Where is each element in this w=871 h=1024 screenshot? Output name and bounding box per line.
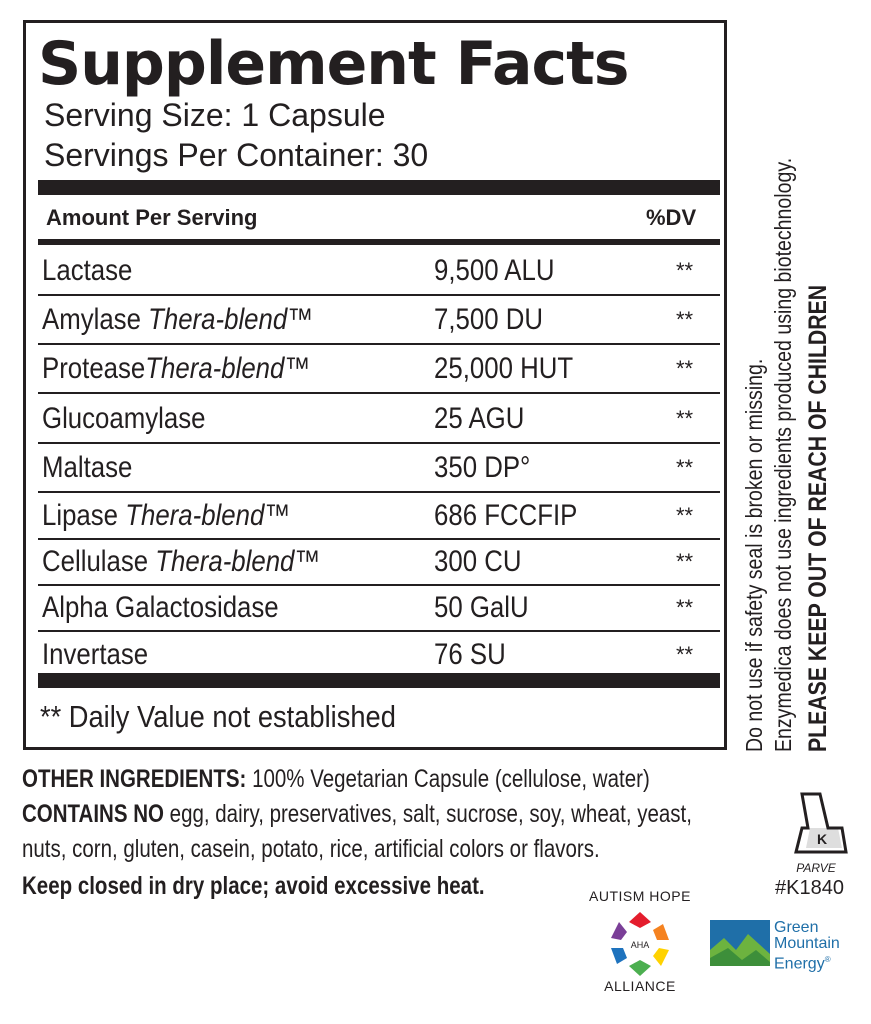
dv-footnote: ** Daily Value not established <box>40 699 396 734</box>
dv-header: %DV <box>646 205 697 230</box>
nutrient-row <box>26 445 726 491</box>
nutrient-amount: 7,500 DU <box>434 303 544 336</box>
nutrient-row <box>26 493 726 539</box>
nutrient-name: ProteaseThera-blend™ <box>42 352 311 385</box>
nutrient-dv: ** <box>676 356 694 381</box>
nutrient-amount: 76 SU <box>434 638 506 671</box>
nutrient-dv: ** <box>676 595 694 620</box>
nutrient-amount: 9,500 ALU <box>434 254 555 287</box>
nutrient-dv: ** <box>676 258 694 283</box>
autism-hope-alliance-logo <box>575 888 705 998</box>
gme-wordmark: Green Mountain Energy® <box>774 919 840 973</box>
nutrient-name: Maltase <box>42 451 133 484</box>
servings-per-container: Servings Per Container: 30 <box>44 137 429 173</box>
top-thick-rule <box>38 180 720 195</box>
biotech-statement: Enzymedica does not use ingredients produced using biotechnology. <box>770 157 796 752</box>
nutrient-row <box>26 297 726 343</box>
green-mountain-energy-logo <box>710 919 860 973</box>
nutrient-amount: 686 FCCFIP <box>434 499 578 532</box>
mountain-icon <box>710 920 770 966</box>
nutrient-dv: ** <box>676 307 694 332</box>
nutrient-name: Lipase Thera-blend™ <box>42 499 291 532</box>
nutrient-name: Amylase Thera-blend™ <box>42 303 314 336</box>
nutrient-amount: 25 AGU <box>434 402 525 435</box>
parve-label: PARVE <box>796 861 836 875</box>
kosher-letter: K <box>816 831 828 847</box>
contains-no-continued: nuts, corn, gluten, casein, potato, rice, artificial colors or flavors. <box>22 835 600 863</box>
other-ingredients-label: OTHER INGREDIENTS: <box>22 765 247 793</box>
safety-seal-warning: Do not use if safety seal is broken or missing. <box>741 358 767 752</box>
nutrient-row <box>26 539 726 585</box>
bottom-thick-rule <box>38 673 720 688</box>
contains-no: CONTAINS NO egg, dairy, preservatives, salt, sucrose, soy, wheat, yeast, <box>22 800 692 828</box>
header-rule <box>38 239 720 245</box>
other-ingredients: OTHER INGREDIENTS: 100% Vegetarian Capsule (cellulose, water) <box>22 765 650 793</box>
kosher-parve-icon <box>780 790 860 880</box>
side-warnings <box>740 52 833 752</box>
supplement-facts-panel <box>23 20 727 750</box>
nutrient-dv: ** <box>676 503 694 528</box>
storage-instructions: Keep closed in dry place; avoid excessive heat. <box>22 872 485 900</box>
nutrient-name: Lactase <box>42 254 133 287</box>
aha-center-label: AHA <box>630 940 650 950</box>
nutrient-row <box>26 632 726 678</box>
contains-no-label: CONTAINS NO <box>22 800 164 828</box>
nutrient-name: Alpha Galactosidase <box>42 591 279 624</box>
nutrient-dv: ** <box>676 642 694 667</box>
nutrient-name: Cellulase Thera-blend™ <box>42 545 321 578</box>
serving-size: Serving Size: 1 Capsule <box>44 97 386 133</box>
nutrient-name: Glucoamylase <box>42 402 206 435</box>
aha-bottom-text: ALLIANCE <box>604 978 676 994</box>
nutrient-row <box>26 248 726 294</box>
nutrient-row <box>26 346 726 392</box>
ingredients-block <box>22 762 782 867</box>
kosher-code: #K1840 <box>775 877 844 899</box>
nutrient-dv: ** <box>676 406 694 431</box>
aha-top-text: AUTISM HOPE <box>589 888 691 904</box>
panel-title: Supplement Facts <box>38 29 629 99</box>
nutrient-dv: ** <box>676 455 694 480</box>
nutrient-amount: 300 CU <box>434 545 522 578</box>
aha-star-icon <box>605 910 675 978</box>
row-divider <box>38 392 720 394</box>
children-warning: PLEASE KEEP OUT OF REACH OF CHILDREN <box>804 284 832 752</box>
nutrient-row <box>26 585 726 631</box>
nutrient-amount: 50 GalU <box>434 591 529 624</box>
row-divider <box>38 442 720 444</box>
nutrient-amount: 25,000 HUT <box>434 352 574 385</box>
nutrient-row <box>26 396 726 442</box>
nutrient-name: Invertase <box>42 638 149 671</box>
row-divider <box>38 343 720 345</box>
amount-per-serving-header: Amount Per Serving <box>46 205 258 230</box>
row-divider <box>38 294 720 296</box>
nutrient-dv: ** <box>676 549 694 574</box>
nutrient-amount: 350 DP° <box>434 451 531 484</box>
